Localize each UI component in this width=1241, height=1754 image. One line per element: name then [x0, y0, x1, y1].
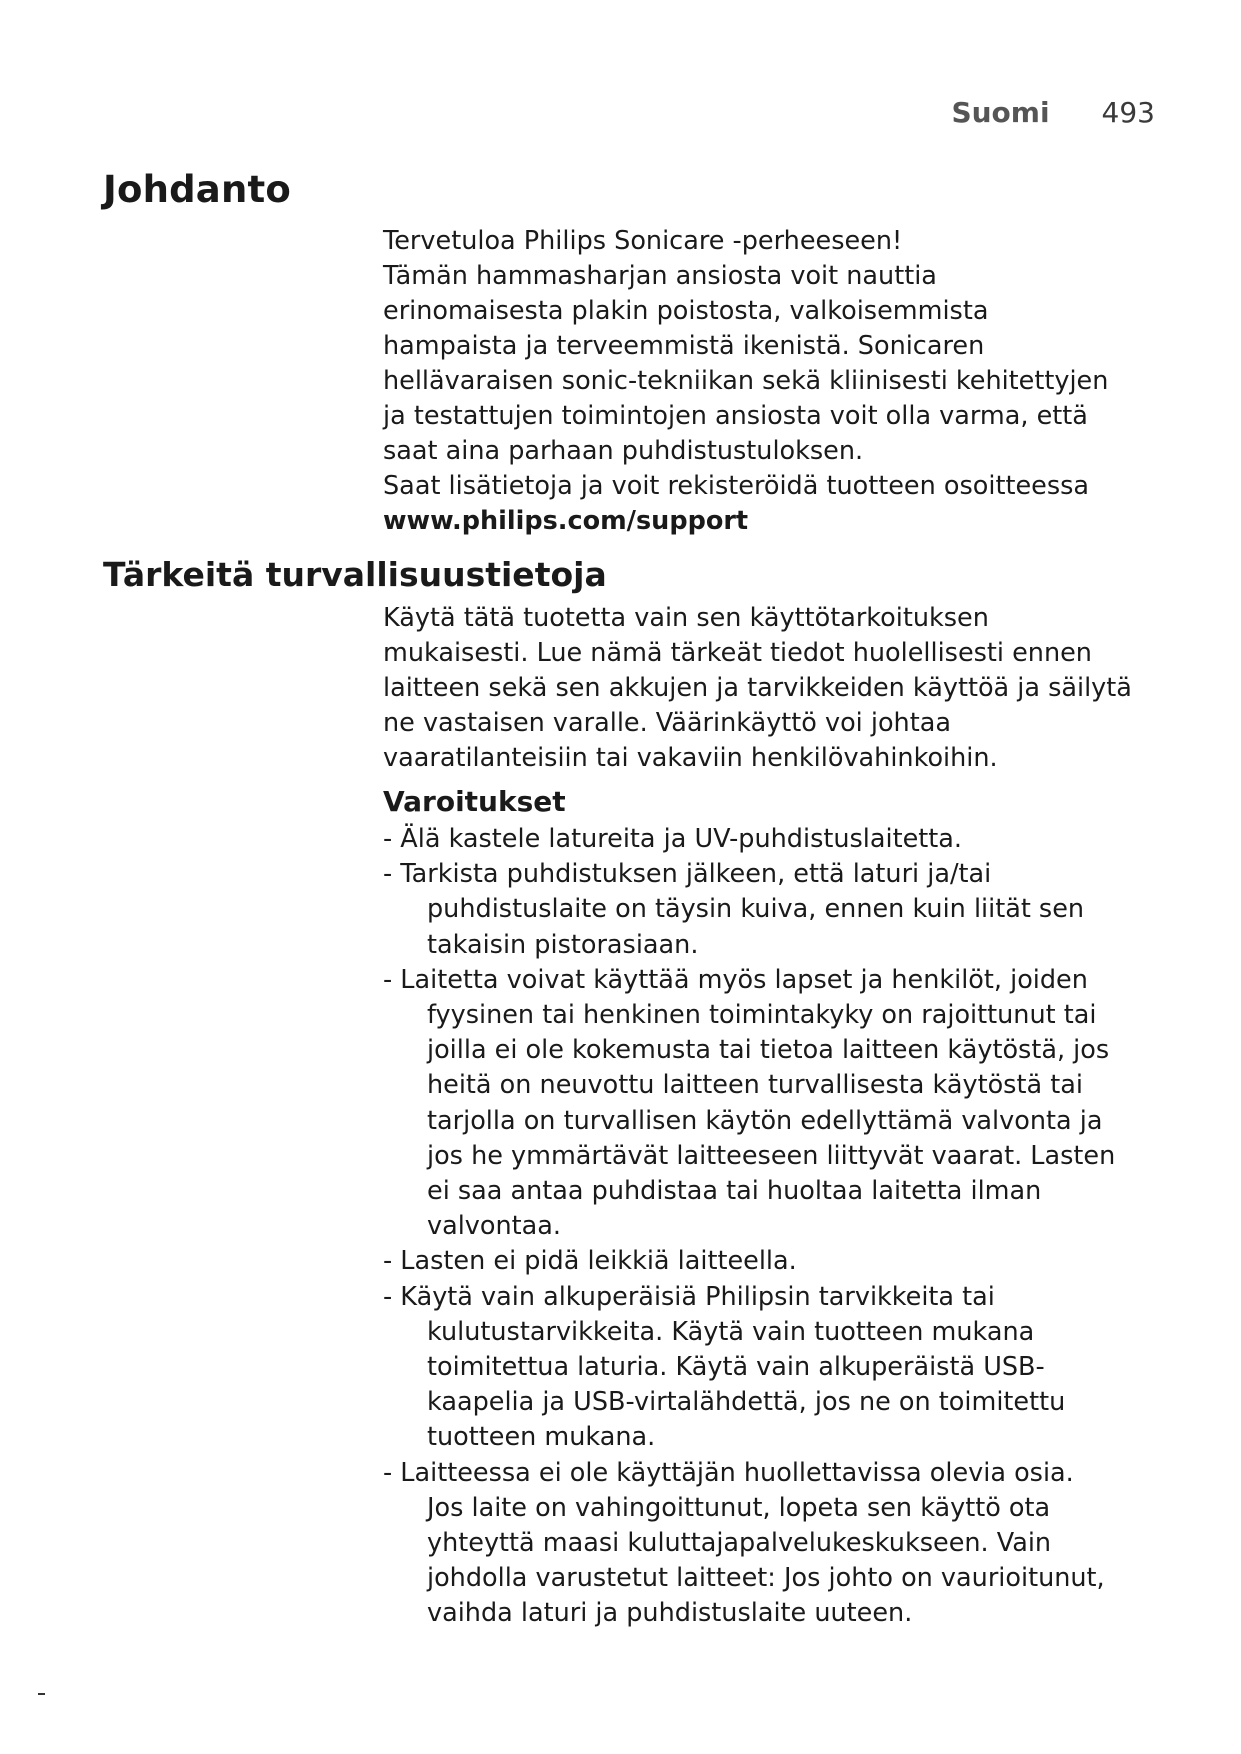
intro-line: erinomaisesta plakin poistosta, valkoisemmista [383, 296, 989, 326]
warning-line: jos he ymmärtävät laitteeseen liittyvät vaarat. Lasten [427, 1140, 1116, 1171]
warning-line: toimitettua laturia. Käytä vain alkuperäistä USB- [427, 1352, 1045, 1383]
warning-line: kulutustarvikkeita. Käytä vain tuotteen mukana [427, 1316, 1035, 1347]
intro-line: hampaista ja terveemmistä ikenistä. Sonicaren [383, 331, 985, 361]
intro-line: Tervetuloa Philips Sonicare -perheeseen! [383, 226, 903, 256]
intro-heading: Johdanto [103, 168, 292, 211]
warning-line: tuotteen mukana. [427, 1422, 656, 1453]
warning-line: joilla ei ole kokemusta tai tietoa laitteen käytöstä, jos [427, 1035, 1110, 1066]
safety-paragraph [383, 601, 1143, 776]
intro-line: ja testattujen toimintojen ansiosta voit olla varma, että [383, 401, 1088, 431]
safety-line: vaaratilanteisiin tai vakaviin henkilövahinkoihin. [383, 743, 998, 773]
warning-item [383, 822, 1163, 857]
warning-line: - Lasten ei pidä leikkiä laitteella. [383, 1246, 797, 1277]
warning-item [383, 857, 1163, 963]
warning-line: takaisin pistorasiaan. [427, 929, 699, 960]
warnings-heading: Varoitukset [383, 785, 566, 818]
safety-line: mukaisesti. Lue nämä tärkeät tiedot huolellisesti ennen [383, 638, 1092, 668]
language-label: Suomi [951, 96, 1050, 129]
warning-line: heitä on neuvottu laitteen turvallisesta käytöstä tai [427, 1070, 1083, 1101]
warning-line: - Tarkista puhdistuksen jälkeen, että laturi ja/tai [383, 859, 992, 890]
warnings-list [383, 822, 1163, 1632]
warning-line: valvontaa. [427, 1211, 562, 1242]
warning-line: ei saa antaa puhdistaa tai huoltaa laitetta ilman [427, 1176, 1042, 1207]
safety-line: Käytä tätä tuotetta vain sen käyttötarkoituksen [383, 603, 989, 633]
page-header [951, 96, 1155, 129]
intro-line: hellävaraisen sonic-tekniikan sekä kliinisesti kehitettyjen [383, 366, 1109, 396]
warning-line: johdolla varustetut laitteet: Jos johto on vaurioitunut, [427, 1563, 1105, 1594]
margin-mark [38, 1693, 45, 1695]
warning-line: kaapelia ja USB-virtalähdettä, jos ne on toimitettu [427, 1387, 1066, 1418]
safety-line: ne vastaisen varalle. Väärinkäyttö voi johtaa [383, 708, 951, 738]
warning-item [383, 1456, 1163, 1632]
warning-line: Jos laite on vahingoittunut, lopeta sen käyttö ota [427, 1492, 1051, 1523]
warning-line: fyysinen tai henkinen toimintakyky on rajoittunut tai [427, 1000, 1097, 1031]
support-link[interactable]: www.philips.com/support [383, 506, 749, 536]
warning-line: - Älä kastele latureita ja UV-puhdistuslaitetta. [383, 824, 963, 854]
warning-line: tarjolla on turvallisen käytön edellyttämä valvonta ja [427, 1105, 1103, 1136]
warning-line: yhteyttä maasi kuluttajapalvelukeskukseen. Vain [427, 1528, 1052, 1559]
warning-line: - Laitteessa ei ole käyttäjän huollettavissa olevia osia. [383, 1457, 1074, 1488]
intro-line: saat aina parhaan puhdistustuloksen. [383, 436, 864, 466]
warning-line: - Käytä vain alkuperäisiä Philipsin tarvikkeita tai [383, 1281, 995, 1312]
warning-line: vaihda laturi ja puhdistuslaite uuteen. [427, 1598, 913, 1629]
safety-heading: Tärkeitä turvallisuustietoja [103, 555, 607, 594]
intro-line: Saat lisätietoja ja voit rekisteröidä tuotteen osoitteessa [383, 471, 1090, 501]
warning-item [383, 963, 1163, 1245]
warning-line: puhdistuslaite on täysin kuiva, ennen kuin liität sen [427, 894, 1085, 925]
warning-item [383, 1244, 1163, 1279]
warning-line: - Laitetta voivat käyttää myös lapset ja henkilöt, joiden [383, 964, 1088, 995]
page-number: 493 [1101, 96, 1155, 129]
intro-paragraph [383, 224, 1143, 539]
intro-line: Tämän hammasharjan ansiosta voit nauttia [383, 261, 937, 291]
warning-item [383, 1280, 1163, 1456]
safety-line: laitteen sekä sen akkujen ja tarvikkeiden käyttöä ja säilytä [383, 673, 1132, 703]
